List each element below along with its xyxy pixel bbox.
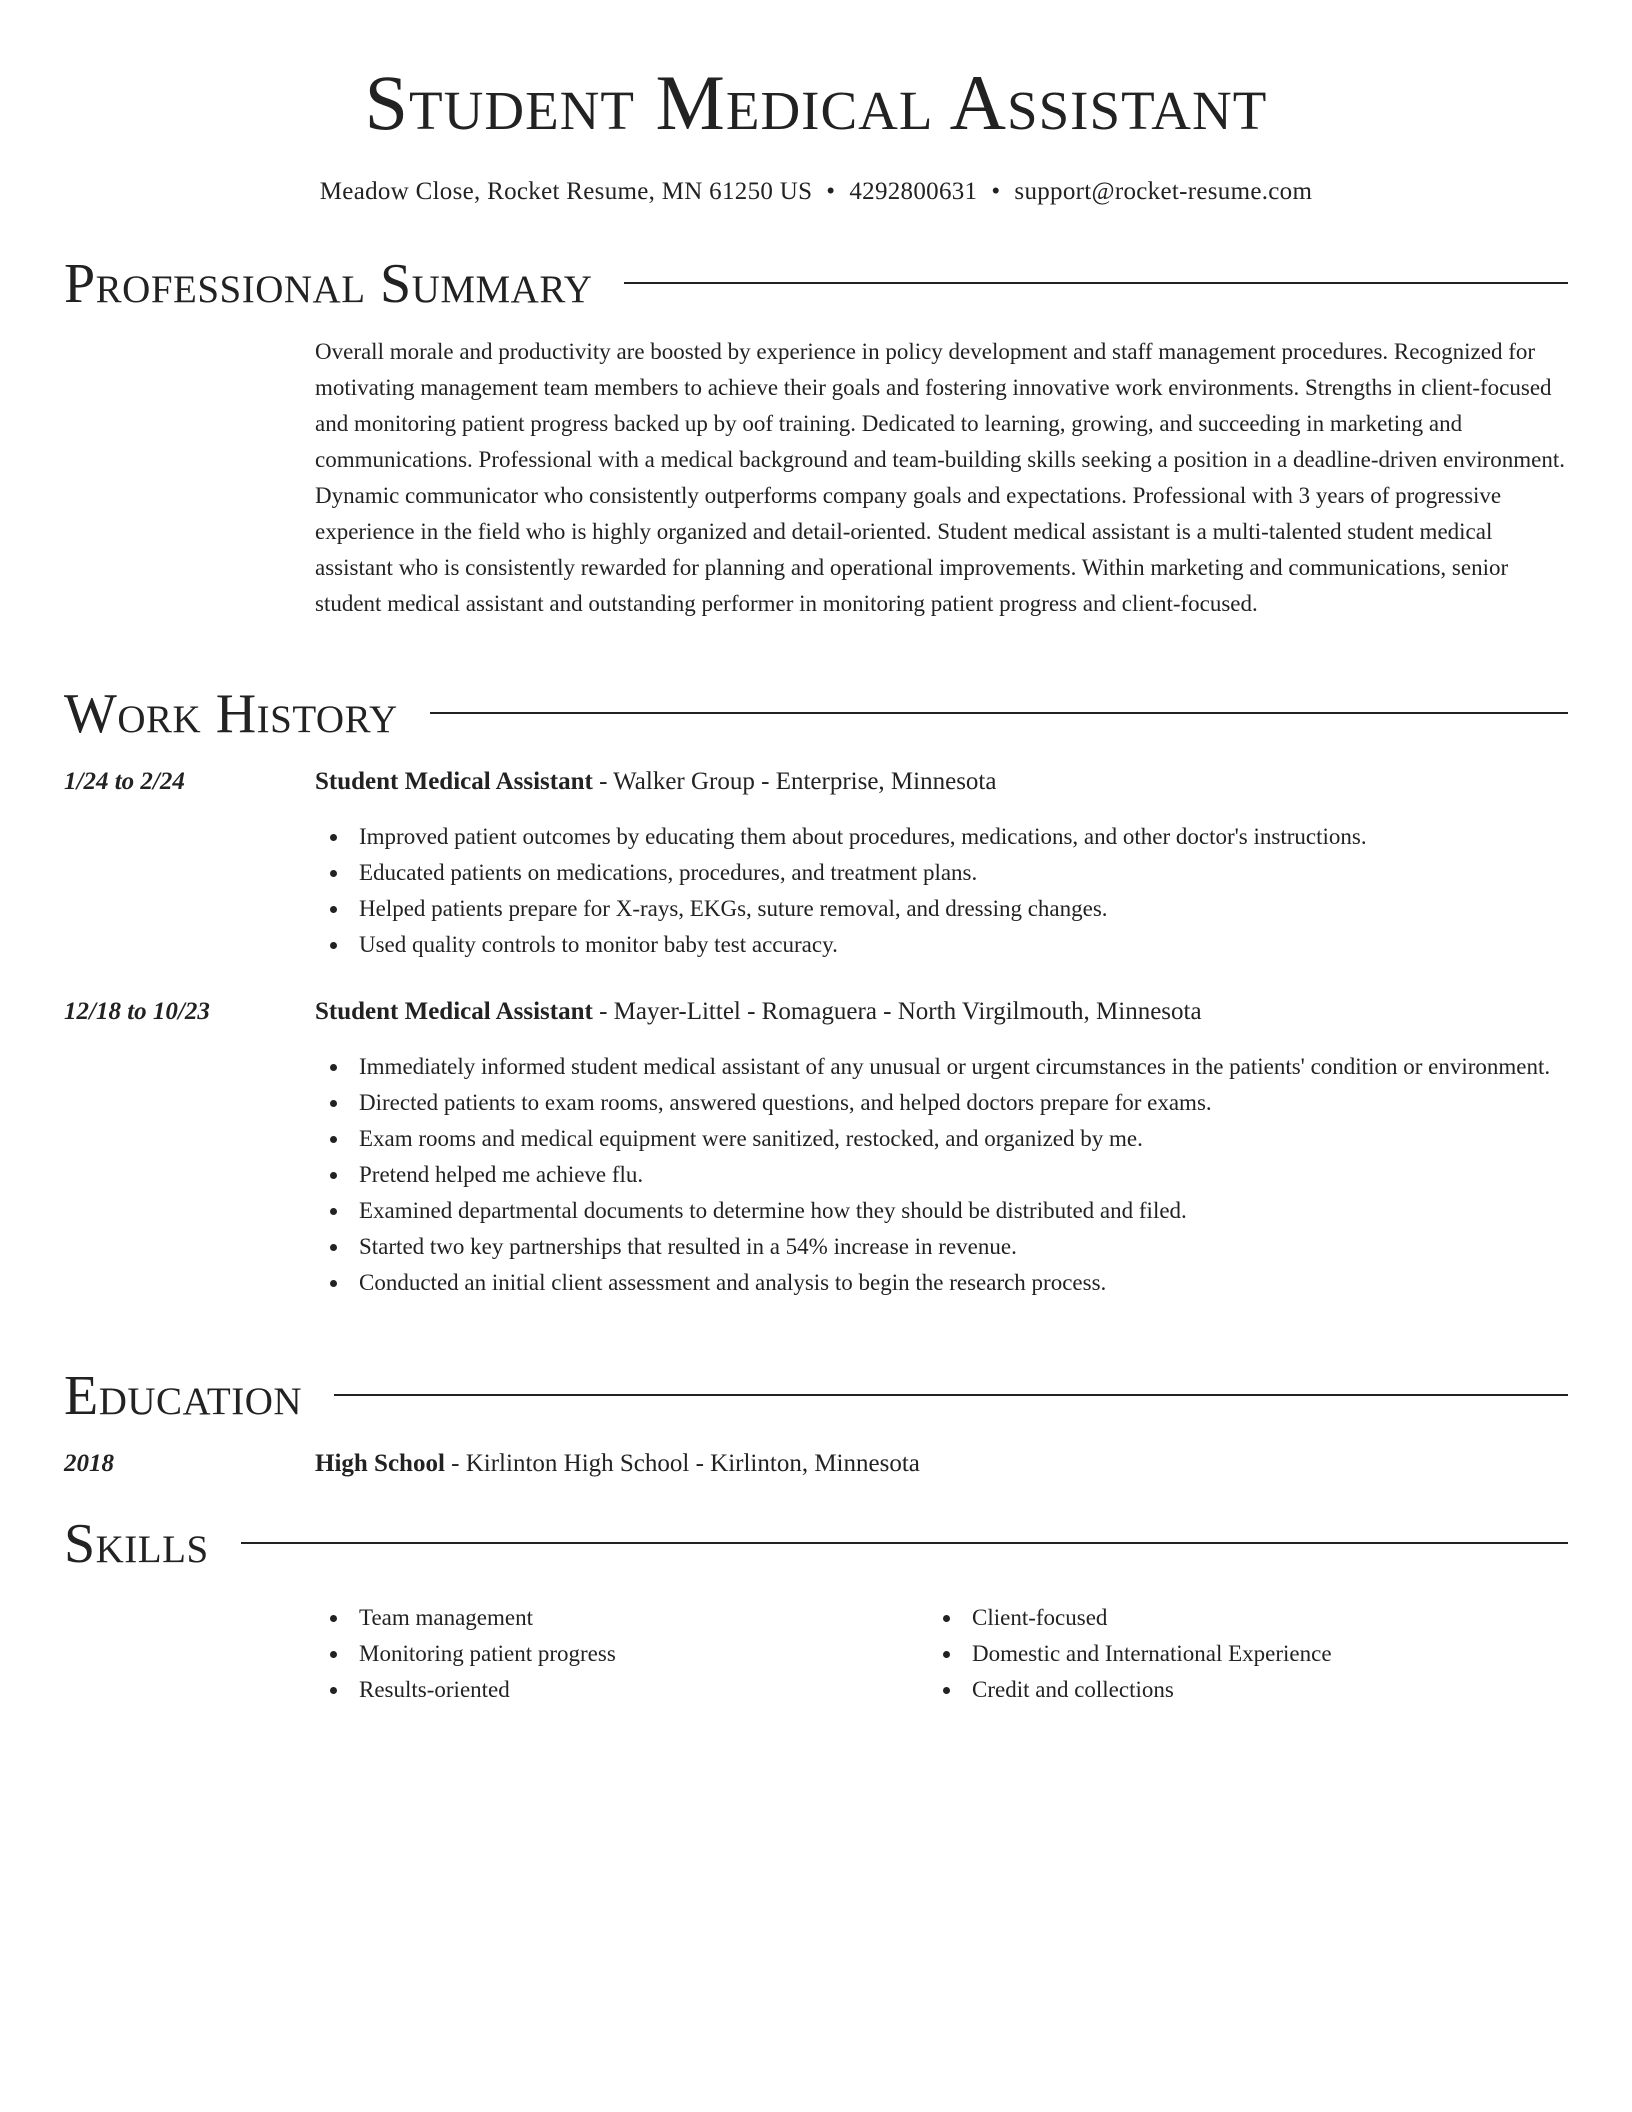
summary-section-header xyxy=(64,252,1568,316)
education-year: 2018 xyxy=(64,1450,114,1477)
list-item: Pretend helped me achieve flu. xyxy=(359,1157,1589,1193)
skills-list-right xyxy=(928,1600,1572,1708)
candidate-name: Student Medical Assistant xyxy=(364,59,1268,146)
job-1-dates: 1/24 to 2/24 xyxy=(64,768,185,795)
job-1-title: Student Medical Assistant xyxy=(315,768,593,795)
list-item: Exam rooms and medical equipment were sanitized, restocked, and organized by me. xyxy=(359,1121,1589,1157)
summary-section-title: Professional Summary xyxy=(64,253,593,315)
list-item: Improved patient outcomes by educating them about procedures, medications, and other doctor's instructions. xyxy=(359,819,1589,855)
list-item: Started two key partnerships that resulted in a 54% increase in revenue. xyxy=(359,1229,1589,1265)
summary-text: Overall morale and productivity are boosted by experience in policy development and staff management procedures. Recognized for motivating management team members to achieve their goals and fostering innovative work environments. Strengths in client-focused and monitoring patient progress backed up by oof training. Dedicated to learning, growing, and succeeding in marketing and communications. Professional with a medical background and team-building skills seeking a position in a deadline-driven environment. Dynamic communicator who consistently outperforms company goals and expectations. Professional with 3 years of progressive experience in the field who is highly organized and detail-oriented. Student medical assistant is a multi-talented student medical assistant who is consistently rewarded for planning and operational improvements. Within marketing and communications, senior student medical assistant and outstanding performer in monitoring patient progress and client-focused. xyxy=(315,339,1566,616)
section-divider xyxy=(430,712,1568,714)
list-item: Used quality controls to monitor baby test accuracy. xyxy=(359,927,1589,963)
work-section-title: Work History xyxy=(64,683,398,745)
job-2-dates: 12/18 to 10/23 xyxy=(64,998,210,1025)
skill-item: Monitoring patient progress xyxy=(359,1636,919,1672)
education-heading xyxy=(315,1448,1568,1480)
section-divider xyxy=(334,1394,1568,1396)
job-1-bullets xyxy=(315,819,1589,963)
skill-item: Team management xyxy=(359,1600,919,1636)
job-2-title: Student Medical Assistant xyxy=(315,998,593,1025)
list-item: Examined departmental documents to determine how they should be distributed and filed. xyxy=(359,1193,1589,1229)
list-item: Helped patients prepare for X-rays, EKGs, suture removal, and dressing changes. xyxy=(359,891,1589,927)
skills-list-left xyxy=(315,1600,919,1708)
work-section-header xyxy=(64,682,1568,746)
list-item: Immediately informed student medical assistant of any unusual or urgent circumstances in the patients' condition or environment. xyxy=(359,1049,1589,1085)
contact-phone: 4292800631 xyxy=(849,178,978,205)
contact-address: Meadow Close, Rocket Resume, MN 61250 US xyxy=(319,178,813,205)
education-section-title: Education xyxy=(64,1365,303,1427)
skill-item: Client-focused xyxy=(972,1600,1572,1636)
job-2-bullets xyxy=(315,1049,1589,1301)
job-1-details: - Walker Group - Enterprise, Minnesota xyxy=(592,768,997,795)
job-2-heading xyxy=(315,996,1568,1028)
contact-line xyxy=(64,176,1568,208)
skill-item: Results-oriented xyxy=(359,1672,919,1708)
skill-item: Credit and collections xyxy=(972,1672,1572,1708)
list-item: Conducted an initial client assessment and analysis to begin the research process. xyxy=(359,1265,1589,1301)
list-item: Educated patients on medications, procedures, and treatment plans. xyxy=(359,855,1589,891)
section-divider xyxy=(241,1542,1568,1544)
education-degree: High School xyxy=(315,1450,445,1477)
skills-section-header xyxy=(64,1512,1568,1576)
contact-separator: • xyxy=(991,178,1001,205)
contact-separator: • xyxy=(826,178,836,205)
education-details: - Kirlinton High School - Kirlinton, Minnesota xyxy=(444,1450,920,1477)
education-section-header xyxy=(64,1364,1568,1428)
skills-section-title: Skills xyxy=(64,1513,209,1575)
contact-email: support@rocket-resume.com xyxy=(1014,178,1313,205)
job-2-details: - Mayer-Littel - Romaguera - North Virgilmouth, Minnesota xyxy=(592,998,1202,1025)
list-item: Directed patients to exam rooms, answered questions, and helped doctors prepare for exams. xyxy=(359,1085,1589,1121)
skill-item: Domestic and International Experience xyxy=(972,1636,1572,1672)
section-divider xyxy=(624,282,1568,284)
job-1-heading xyxy=(315,766,1568,798)
